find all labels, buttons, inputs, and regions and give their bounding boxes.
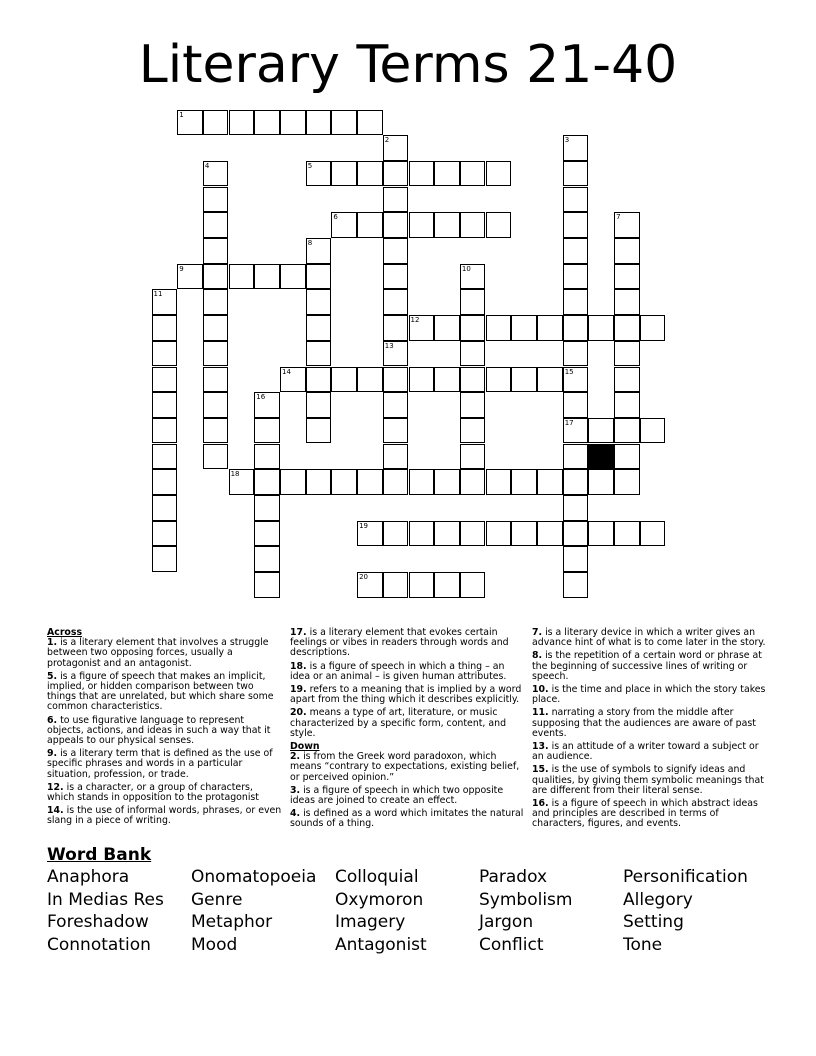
grid-cell[interactable] xyxy=(614,289,640,315)
clue-number: 5 xyxy=(307,161,313,170)
word-bank xyxy=(47,866,787,957)
grid-cell[interactable] xyxy=(229,264,255,290)
grid-cell[interactable] xyxy=(563,135,589,161)
grid-cell[interactable] xyxy=(460,418,486,444)
grid-cell[interactable] xyxy=(563,521,589,547)
grid-cell[interactable] xyxy=(409,367,435,393)
clue-across-17: 17. is a literary element that evokes certain feelings or vibes in readers through words and descriptions. xyxy=(290,627,509,659)
grid-cell[interactable] xyxy=(331,367,357,393)
grid-cell[interactable] xyxy=(357,572,383,598)
grid-cell[interactable] xyxy=(614,238,640,264)
grid-cell[interactable] xyxy=(460,264,486,290)
grid-cell[interactable] xyxy=(280,367,306,393)
word-bank-item: Colloquial xyxy=(335,867,419,887)
grid-cell[interactable] xyxy=(254,264,280,290)
grid-cell[interactable] xyxy=(383,135,409,161)
grid-cell[interactable] xyxy=(254,521,280,547)
clue-number: 20 xyxy=(359,573,369,582)
grid-cell[interactable] xyxy=(563,444,589,470)
grid-cell[interactable] xyxy=(486,367,512,393)
grid-cell[interactable] xyxy=(280,469,306,495)
grid-cell[interactable] xyxy=(563,392,589,418)
grid-cell[interactable] xyxy=(254,392,280,418)
grid-cell[interactable] xyxy=(383,187,409,213)
clues-column-1 xyxy=(47,628,283,830)
clue-down-15: 15. is the use of symbols to signify ideas and qualities, by giving them symbolic meanings that are different from their literal sense. xyxy=(532,764,764,796)
grid-cell[interactable] xyxy=(383,161,409,187)
across-header: Across xyxy=(47,627,83,638)
grid-cell[interactable] xyxy=(152,495,178,521)
word-bank-item: Allegory xyxy=(623,889,693,910)
grid-cell[interactable] xyxy=(460,341,486,367)
grid-cell[interactable] xyxy=(409,572,435,598)
grid-cell[interactable] xyxy=(537,315,563,341)
grid-cell[interactable] xyxy=(152,289,178,315)
grid-cell[interactable] xyxy=(563,495,589,521)
grid-cell[interactable] xyxy=(203,264,229,290)
grid-cell[interactable] xyxy=(331,110,357,136)
grid-cell[interactable] xyxy=(486,521,512,547)
grid-cell[interactable] xyxy=(203,110,229,136)
grid-cell[interactable] xyxy=(383,444,409,470)
grid-cell[interactable] xyxy=(152,392,178,418)
grid-cell[interactable] xyxy=(460,212,486,238)
grid-cell[interactable] xyxy=(203,289,229,315)
clue-number: 9 xyxy=(179,264,184,273)
down-header: Down xyxy=(290,741,320,753)
grid-cell[interactable] xyxy=(152,367,178,393)
grid-cell[interactable] xyxy=(588,315,614,341)
grid-cell[interactable] xyxy=(563,572,589,598)
clue-number: 13 xyxy=(384,341,394,350)
grid-cell[interactable] xyxy=(588,418,614,444)
grid-cell[interactable] xyxy=(254,444,280,470)
word-bank-item: Metaphor xyxy=(191,912,273,933)
clue-number: 17 xyxy=(564,418,574,427)
clue-number: 16 xyxy=(256,393,266,402)
grid-cell[interactable] xyxy=(563,418,589,444)
grid-cell[interactable] xyxy=(254,495,280,521)
clue-across-20: 20. means a type of art, literature, or music characterized by a specific form, content, and style. xyxy=(290,707,507,739)
word-bank-item: Jargon xyxy=(479,912,534,933)
grid-cell[interactable] xyxy=(203,444,229,470)
grid-cell[interactable] xyxy=(614,212,640,238)
clue-number: 19 xyxy=(359,521,369,530)
grid-cell[interactable] xyxy=(614,264,640,290)
clue-number: 12 xyxy=(410,316,420,325)
grid-cell[interactable] xyxy=(434,521,460,547)
grid-cell[interactable] xyxy=(383,341,409,367)
grid-cell[interactable] xyxy=(409,469,435,495)
word-bank-item: Paradox xyxy=(479,867,548,887)
grid-cell[interactable] xyxy=(640,418,666,444)
grid-cell[interactable] xyxy=(537,521,563,547)
grid-cell[interactable] xyxy=(229,469,255,495)
clue-down-3: 3. is a figure of speech in which two opposite ideas are joined to create an effect. xyxy=(290,784,504,807)
grid-cell[interactable] xyxy=(254,418,280,444)
grid-cell[interactable] xyxy=(640,521,666,547)
grid-cell[interactable] xyxy=(152,469,178,495)
grid-cell[interactable] xyxy=(254,469,280,495)
grid-cell[interactable] xyxy=(460,392,486,418)
clue-across-1: 1. is a literary element that involves a struggle between two opposing forces, usually a protagonist and an antagonist. xyxy=(47,637,269,669)
grid-cell[interactable] xyxy=(357,469,383,495)
grid-cell[interactable] xyxy=(357,110,383,136)
word-bank-item: In Medias Res xyxy=(47,889,164,910)
grid-cell[interactable] xyxy=(409,161,435,187)
grid-cell[interactable] xyxy=(434,161,460,187)
clue-number: 2 xyxy=(384,136,390,145)
word-bank-item: Tone xyxy=(623,935,663,956)
grid-cell[interactable] xyxy=(563,289,589,315)
clue-down-7: 7. is a literary device in which a writer gives an advance hint of what is to come later in the story. xyxy=(532,627,766,649)
grid-cell[interactable] xyxy=(563,264,589,290)
word-bank-item: Conflict xyxy=(479,935,544,956)
grid-cell[interactable] xyxy=(177,110,203,136)
grid-cell[interactable] xyxy=(563,161,589,187)
grid-cell[interactable] xyxy=(563,469,589,495)
grid-cell[interactable] xyxy=(434,469,460,495)
clue-number: 4 xyxy=(204,161,210,170)
grid-cell[interactable] xyxy=(563,238,589,264)
grid-cell[interactable] xyxy=(614,418,640,444)
grid-cell[interactable] xyxy=(434,572,460,598)
grid-cell[interactable] xyxy=(306,315,332,341)
clue-across-19: 19. refers to a meaning that is implied by a word apart from the thing which it describes explicitly. xyxy=(290,684,522,706)
grid-cell[interactable] xyxy=(203,315,229,341)
grid-cell[interactable] xyxy=(306,469,332,495)
grid-cell[interactable] xyxy=(383,367,409,393)
grid-cell[interactable] xyxy=(614,521,640,547)
clue-down-2: 2. is from the Greek word paradoxon, which means “contrary to expectations, existing belief, or perceived opinion.” xyxy=(290,751,520,783)
grid-cell[interactable] xyxy=(203,341,229,367)
grid-cell[interactable] xyxy=(254,110,280,136)
grid-cell[interactable] xyxy=(203,187,229,213)
clue-number: 1 xyxy=(179,110,184,119)
grid-cell[interactable] xyxy=(614,469,640,495)
grid-cell[interactable] xyxy=(306,289,332,315)
grid-cell[interactable] xyxy=(511,521,537,547)
grid-cell[interactable] xyxy=(383,469,409,495)
grid-cell[interactable] xyxy=(614,367,640,393)
grid-cell[interactable] xyxy=(383,315,409,341)
clue-down-4: 4. is defined as a word which imitates the natural sounds of a thing. xyxy=(290,808,524,830)
grid-cell[interactable] xyxy=(486,161,512,187)
clue-across-18: 18. is a figure of speech in which a thing – an idea or an animal – is given human attributes. xyxy=(290,660,507,682)
grid-cell[interactable] xyxy=(460,315,486,341)
clue-across-14: 14. is the use of informal words, phrases, or even slang in a piece of writing. xyxy=(47,805,282,827)
clue-down-16: 16. is a figure of speech in which abstract ideas and principles are described in terms of characters, figures, and events. xyxy=(532,798,758,830)
clue-down-11: 11. narrating a story from the middle after supposing that the audiences are aware of past events. xyxy=(532,707,756,739)
grid-cell[interactable] xyxy=(434,315,460,341)
grid-cell[interactable] xyxy=(614,392,640,418)
word-bank-item: Setting xyxy=(623,912,684,933)
grid-cell[interactable] xyxy=(460,469,486,495)
word-bank-item: Genre xyxy=(191,889,243,910)
grid-cell[interactable] xyxy=(152,341,178,367)
word-bank-item: Imagery xyxy=(335,912,406,933)
grid-cell[interactable] xyxy=(383,572,409,598)
grid-cell[interactable] xyxy=(306,341,332,367)
grid-cell[interactable] xyxy=(152,444,178,470)
grid-cell[interactable] xyxy=(640,315,666,341)
grid-cell[interactable] xyxy=(331,161,357,187)
clue-down-8: 8. is the repetition of a certain word or phrase at the beginning of successive lines of writing or speech. xyxy=(532,650,762,682)
word-bank-item: Antagonist xyxy=(335,935,427,956)
clue-number: 10 xyxy=(461,264,471,273)
grid-cell[interactable] xyxy=(486,315,512,341)
clue-number: 11 xyxy=(153,290,163,299)
grid-cell[interactable] xyxy=(383,521,409,547)
grid-cell[interactable] xyxy=(280,110,306,136)
grid-cell[interactable] xyxy=(357,521,383,547)
grid-cell[interactable] xyxy=(203,392,229,418)
grid-cell[interactable] xyxy=(306,264,332,290)
grid-cell[interactable] xyxy=(306,367,332,393)
grid-cell[interactable] xyxy=(409,521,435,547)
grid-cell[interactable] xyxy=(409,212,435,238)
grid-cell[interactable] xyxy=(537,469,563,495)
grid-cell[interactable] xyxy=(563,367,589,393)
grid-cell[interactable] xyxy=(460,161,486,187)
clue-number: 8 xyxy=(307,239,313,247)
clues-column-2 xyxy=(290,628,524,833)
grid-cell[interactable] xyxy=(306,110,332,136)
grid-cell[interactable] xyxy=(460,521,486,547)
clue-number: 6 xyxy=(333,213,338,222)
clue-number: 15 xyxy=(564,367,574,376)
clues-column-3 xyxy=(532,628,766,833)
grid-cell[interactable] xyxy=(203,238,229,264)
grid-cell[interactable] xyxy=(511,469,537,495)
word-bank-item: Connotation xyxy=(47,935,151,956)
grid-cell[interactable] xyxy=(357,367,383,393)
grid-cell[interactable] xyxy=(383,392,409,418)
page-title: Literary Terms 21-40 xyxy=(138,35,678,95)
clue-across-5: 5. is a figure of speech that makes an implicit, implied, or hidden comparison between two things that are unrelated, but which share some common characteristics. xyxy=(47,670,274,713)
grid-cell[interactable] xyxy=(614,444,640,470)
clue-number: 7 xyxy=(616,213,621,222)
grid-cell[interactable] xyxy=(357,161,383,187)
grid-cell[interactable] xyxy=(152,546,178,572)
grid-cell[interactable] xyxy=(331,469,357,495)
grid-cell[interactable] xyxy=(563,187,589,213)
clue-across-6: 6. to use figurative language to represent objects, actions, and ideas in such a way that it appeals to our physical senses. xyxy=(47,714,271,747)
grid-cell[interactable] xyxy=(460,444,486,470)
grid-cell[interactable] xyxy=(203,212,229,238)
clue-down-10: 10. is the time and place in which the story takes place. xyxy=(532,684,766,706)
word-bank-item: Anaphora xyxy=(47,867,130,887)
word-bank-item: Onomatopoeia xyxy=(191,867,317,887)
grid-cell[interactable] xyxy=(486,469,512,495)
grid-cell[interactable] xyxy=(588,521,614,547)
grid-cell[interactable] xyxy=(357,212,383,238)
grid-cell[interactable] xyxy=(254,572,280,598)
grid-cell[interactable] xyxy=(306,161,332,187)
word-bank-item: Foreshadow xyxy=(47,912,149,933)
grid-cell[interactable] xyxy=(383,264,409,290)
grid-cell[interactable] xyxy=(306,418,332,444)
grid-cell[interactable] xyxy=(537,367,563,393)
grid-cell[interactable] xyxy=(511,315,537,341)
grid-cell[interactable] xyxy=(563,341,589,367)
grid-cell[interactable] xyxy=(460,289,486,315)
grid-cell[interactable] xyxy=(434,212,460,238)
grid-cell[interactable] xyxy=(486,212,512,238)
grid-cell[interactable] xyxy=(203,418,229,444)
grid-cell[interactable] xyxy=(383,212,409,238)
grid-cell[interactable] xyxy=(434,367,460,393)
clue-across-9: 9. is a literary term that is defined as the use of specific phrases and words in a particular situation, profession, or trade. xyxy=(47,748,273,780)
grid-cell[interactable] xyxy=(563,315,589,341)
grid-cell[interactable] xyxy=(383,289,409,315)
grid-cell[interactable] xyxy=(460,572,486,598)
clue-number: 14 xyxy=(282,367,291,376)
grid-cell[interactable] xyxy=(306,238,332,264)
grid-cell[interactable] xyxy=(177,264,203,290)
word-bank-item: Personification xyxy=(623,867,748,887)
grid-cell[interactable] xyxy=(152,315,178,341)
grid-cell[interactable] xyxy=(383,238,409,264)
grid-cell[interactable] xyxy=(409,315,435,341)
grid-cell[interactable] xyxy=(460,367,486,393)
grid-cell[interactable] xyxy=(563,546,589,572)
grid-cell[interactable] xyxy=(254,546,280,572)
grid-cell[interactable] xyxy=(614,341,640,367)
clue-across-12: 12. is a character, or a group of characters, which stands in opposition to the protagonist xyxy=(47,781,259,804)
clue-number: 18 xyxy=(230,470,240,479)
grid-cell[interactable] xyxy=(563,212,589,238)
word-bank-item: Mood xyxy=(191,935,238,956)
grid-cell[interactable] xyxy=(614,315,640,341)
black-square xyxy=(588,444,614,470)
word-bank-item: Symbolism xyxy=(479,889,573,910)
grid-cell[interactable] xyxy=(306,392,332,418)
grid-cell[interactable] xyxy=(203,161,229,187)
word-bank-item: Oxymoron xyxy=(335,889,424,910)
grid-cell[interactable] xyxy=(383,418,409,444)
word-bank-title: Word Bank xyxy=(47,845,152,865)
grid-cell[interactable] xyxy=(588,469,614,495)
clue-number: 3 xyxy=(564,136,570,145)
grid-cell[interactable] xyxy=(280,264,306,290)
grid-cell[interactable] xyxy=(152,521,178,547)
grid-cell[interactable] xyxy=(203,367,229,393)
clue-down-13: 13. is an attitude of a writer toward a subject or an audience. xyxy=(532,741,759,763)
grid-cell[interactable] xyxy=(229,110,255,136)
grid-cell[interactable] xyxy=(152,418,178,444)
grid-cell[interactable] xyxy=(331,212,357,238)
grid-cell[interactable] xyxy=(511,367,537,393)
